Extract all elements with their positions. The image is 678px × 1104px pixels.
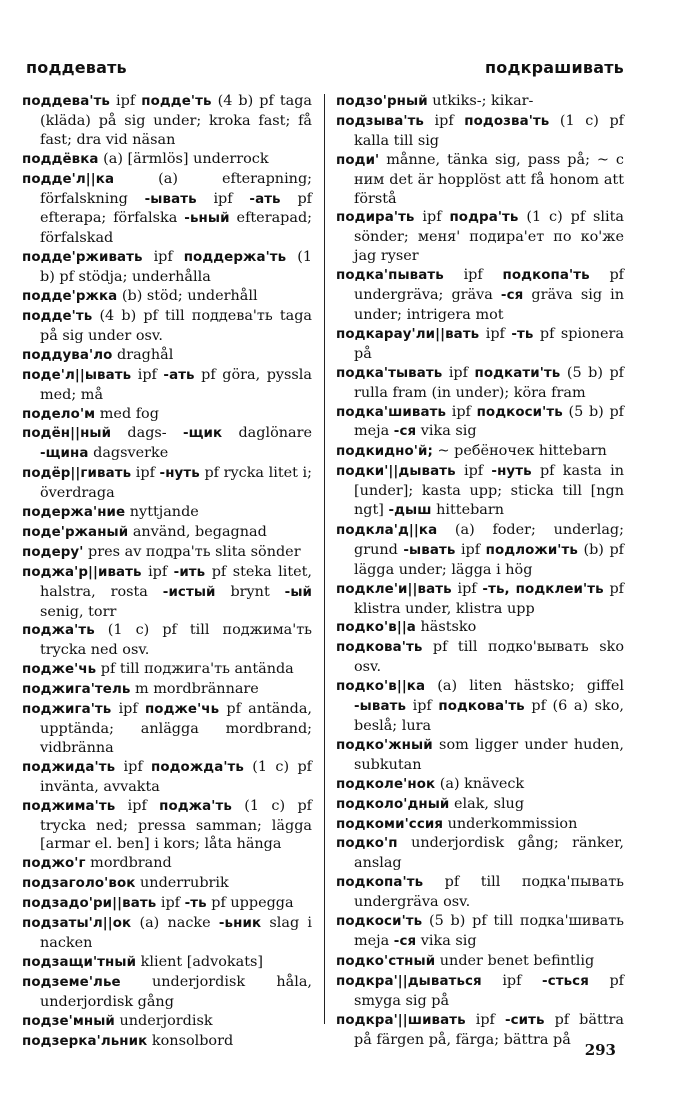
- headword: поддёвка: [22, 151, 99, 167]
- headword: -щина: [40, 446, 89, 462]
- definition-text: pf undergräva; gräva: [354, 267, 624, 304]
- definition-text: underkommission: [443, 815, 578, 832]
- headword: поджида'ть: [22, 759, 116, 775]
- definition-text: (a) [ärmlös] underrock: [98, 150, 269, 167]
- definition-text: pf uppegga: [206, 895, 294, 912]
- headword: подзащи'тный: [22, 954, 137, 970]
- dictionary-entry: [22, 953, 312, 973]
- dictionary-entry: [22, 621, 312, 660]
- definition-text: ipf: [110, 93, 142, 109]
- headword: подзадо'ри||вать: [22, 896, 157, 912]
- headword: -ывать: [144, 191, 197, 207]
- headword: подкле'и||вать: [336, 581, 452, 597]
- dictionary-entry: [22, 523, 312, 543]
- column-divider: [324, 94, 325, 1024]
- dictionary-entry: [336, 112, 624, 151]
- dictionary-entry: [22, 854, 312, 874]
- definition-text: ipf: [455, 463, 492, 480]
- headword: подожда'ть: [150, 759, 244, 775]
- definition-text: pf antända, upptända; anlägga mordbrand; vidbränna: [40, 701, 312, 756]
- headword: подде'л||ка: [22, 171, 115, 187]
- definition-text: ipf: [111, 701, 145, 718]
- definition-text: ipf: [446, 403, 477, 420]
- definition-text: (1 c) pf invänta, avvakta: [40, 758, 312, 795]
- definition-text: underrubrik: [135, 875, 229, 892]
- dictionary-entry: [336, 677, 624, 736]
- headword: подки'||дывать: [336, 464, 456, 480]
- definition-text: under benet befintlig: [435, 952, 595, 969]
- definition-text: vika sig: [416, 932, 477, 949]
- definition-text: elak, slug: [449, 795, 525, 812]
- definition-text: ipf: [442, 364, 475, 381]
- headword: подкла'д||ка: [336, 522, 438, 538]
- definition-text: pf till подка'пывать undergräva osv.: [354, 874, 624, 911]
- definition-text: (1 c) pf kalla till sig: [354, 112, 624, 149]
- headword: подкоси'ть: [336, 914, 423, 930]
- headword: -ть, подклеи'ть: [482, 581, 604, 597]
- definition-text: nyttjande: [125, 504, 199, 521]
- headword: подко'в||ка: [336, 679, 426, 695]
- headword: подёр||гивать: [22, 466, 132, 482]
- dictionary-entry: [22, 914, 312, 953]
- definition-text: pf steka litet, halstra, rosta: [40, 563, 312, 600]
- definition-text: hittebarn: [431, 502, 505, 519]
- dictionary-entry: [336, 403, 624, 443]
- headword: -ывать: [403, 542, 456, 558]
- headword: поддева'ть: [22, 94, 110, 109]
- definition-text: underjordisk håla, underjordisk gång: [40, 973, 312, 1010]
- headword: поди': [336, 152, 380, 168]
- headword: подка'пывать: [336, 268, 444, 284]
- headword: подира'ть: [336, 210, 415, 226]
- dictionary-entry: [336, 442, 624, 462]
- dictionary-entry: [22, 464, 312, 503]
- headword: подкова'ть: [336, 640, 423, 656]
- dictionary-entry: [22, 680, 312, 700]
- headword: подкра'||шивать: [336, 1012, 466, 1028]
- headword: -ывать: [354, 699, 407, 715]
- definition-text: (4 b) pf taga (kläda) på sig under; kroka fast; få fast; dra vid näsan: [40, 93, 312, 148]
- definition-text: pf efterapa; förfalska: [40, 190, 312, 227]
- definition-text: (5 b) pf meja: [354, 403, 624, 440]
- dictionary-entry: [22, 797, 312, 855]
- headword: поджа'ть: [159, 798, 232, 814]
- definition-text: (a) efterapning; förfalskning: [40, 170, 312, 207]
- headword: подко'в||а: [336, 620, 416, 636]
- definition-text: månne, tänka sig, pass på; ~ с ним det är hopplöst att få honom att förstå: [354, 151, 624, 207]
- headword: -ьный: [184, 211, 230, 227]
- headword: подко'жный: [336, 737, 433, 753]
- definition-text: utkiks-; kikar-: [427, 93, 534, 109]
- dictionary-entry: [22, 287, 312, 307]
- headword: подзе'мный: [22, 1013, 115, 1029]
- headword: подело'м: [22, 406, 96, 422]
- headword: подложи'ть: [485, 542, 578, 558]
- definition-text: (a) foder; underlag; grund: [354, 521, 624, 558]
- definition-text: ipf: [196, 190, 250, 207]
- left-guide-word: поддевать: [26, 58, 127, 77]
- dictionary-entry: [336, 795, 624, 815]
- headword: -щик: [182, 426, 223, 442]
- headword: подзерка'льник: [22, 1033, 148, 1049]
- headword: -ть: [184, 896, 207, 912]
- headword: подка'шивать: [336, 404, 447, 420]
- definition-text: använd, begagnad: [128, 523, 267, 540]
- headword: подде'ть: [141, 94, 212, 109]
- definition-text: (5 b) pf rulla fram (in under); köra fram: [354, 364, 624, 401]
- headword: подеру': [22, 544, 84, 560]
- right-guide-word: подкрашивать: [485, 58, 624, 77]
- headword: -ать: [163, 367, 195, 383]
- headword: подержа'ние: [22, 505, 126, 521]
- dictionary-entry: [336, 1011, 624, 1050]
- definition-text: ipf: [481, 972, 543, 989]
- headword: подколо'дный: [336, 796, 450, 812]
- headword: -ся: [393, 933, 417, 949]
- dictionary-entry: [336, 92, 624, 112]
- dictionary-entry: [336, 151, 624, 209]
- definition-text: (1 c) pf trycka ned; pressa samman; lägga [armar el. ben] i kors; låta hänga: [40, 797, 312, 853]
- definition-text: pf klistra under, klistra upp: [354, 580, 624, 617]
- headword: подзыва'ть: [336, 113, 424, 129]
- definition-text: (a) nacke: [131, 915, 219, 932]
- dictionary-entry: [336, 208, 624, 266]
- definition-text: ipf: [424, 112, 465, 129]
- dictionary-entry: [22, 92, 312, 150]
- dictionary-entry: [22, 248, 312, 287]
- dictionary-entry: [336, 952, 624, 972]
- definition-text: ipf: [479, 325, 512, 342]
- headword: подземе'лье: [22, 974, 121, 990]
- dictionary-entry: [22, 973, 312, 1012]
- definition-text: senig, torr: [40, 603, 117, 620]
- headword: -ьник: [218, 916, 262, 932]
- definition-text: (4 b) pf till поддева'ть taga på sig under osv.: [40, 307, 312, 344]
- dictionary-entry: [22, 874, 312, 894]
- headword: подко'п: [336, 836, 398, 852]
- headword: подко'стный: [336, 953, 436, 969]
- headword: подкарау'ли||вать: [336, 326, 480, 342]
- headword: подзаты'л||ок: [22, 916, 132, 932]
- dictionary-entry: [22, 543, 312, 563]
- definition-text: ipf: [455, 541, 486, 558]
- headword: подде'рживать: [22, 250, 143, 266]
- dictionary-entry: [22, 170, 312, 249]
- headword: подка'тывать: [336, 365, 443, 381]
- definition-text: mordbrand: [85, 855, 172, 872]
- definition-text: (b) stöd; underhåll: [117, 288, 258, 305]
- definition-text: (b) pf lägga under; lägga i hög: [354, 541, 624, 578]
- dictionary-entry: [336, 462, 624, 521]
- page-number: 293: [584, 1041, 616, 1059]
- dictionary-entry: [22, 758, 312, 797]
- headword: подде'ржка: [22, 289, 118, 305]
- headword: -нуть: [491, 464, 532, 480]
- definition-text: slag i nacken: [40, 915, 312, 951]
- headword: подён||ный: [22, 426, 112, 442]
- definition-text: ipf: [131, 366, 164, 383]
- definition-text: pf spionera på: [354, 325, 624, 362]
- headword: подозва'ть: [464, 113, 550, 129]
- headword: подкоми'ссия: [336, 816, 444, 832]
- definition-text: (1 c) pf slita sönder; меня' подира'ет по ко'же jag ryser: [354, 209, 625, 265]
- dictionary-entry: [22, 660, 312, 680]
- headword: -сить: [504, 1012, 545, 1028]
- dictionary-entry: [336, 912, 624, 952]
- definition-text: underjordisk: [114, 1012, 213, 1029]
- definition-text: ipf: [406, 698, 439, 715]
- headword: подколе'нок: [336, 776, 436, 792]
- headword: подже'чь: [22, 662, 97, 678]
- dictionary-entry: [22, 503, 312, 523]
- dictionary-entry: [22, 346, 312, 366]
- dictionary-entry: [336, 736, 624, 775]
- right-column: [336, 92, 624, 1049]
- definition-text: draghål: [112, 346, 174, 363]
- headword: -ить: [173, 564, 206, 580]
- definition-text: pf (6 a) sko, beslå; lura: [354, 698, 624, 734]
- headword: -сться: [542, 973, 589, 989]
- definition-text: klient [advokats]: [136, 953, 264, 970]
- dictionary-entry: [336, 775, 624, 795]
- definition-text: ipf: [142, 249, 184, 266]
- dictionary-entry: [336, 364, 624, 403]
- definition-text: pf till подко'вывать sko osv.: [354, 639, 624, 676]
- headword: подкоси'ть: [476, 404, 563, 420]
- definition-text: pf till поджига'ть antända: [96, 661, 294, 678]
- definition-text: hästsko: [415, 619, 477, 636]
- dictionary-entry: [336, 834, 624, 873]
- definition-text: vika sig: [416, 423, 477, 440]
- dictionary-entry: [22, 894, 312, 914]
- headword: поджа'ть: [22, 623, 95, 639]
- definition-text: underjordisk gång; ränker, anslag: [354, 835, 624, 872]
- definition-text: ipf: [115, 758, 151, 775]
- definition-text: pres av подра'ть slita sönder: [83, 543, 301, 560]
- headword: -ать: [249, 191, 281, 207]
- dictionary-entry: [22, 307, 312, 346]
- dictionary-entry: [22, 1012, 312, 1032]
- dictionary-entry: [336, 972, 624, 1011]
- definition-text: konsolbord: [147, 1032, 234, 1049]
- headword: -нуть: [159, 466, 200, 482]
- dictionary-entry: [336, 638, 624, 677]
- headword: подкидно'й;: [336, 444, 433, 460]
- definition-text: dagsverke: [88, 445, 169, 462]
- definition-text: ipf: [141, 563, 174, 580]
- definition-text: ipf: [443, 267, 503, 284]
- headword: -ый: [284, 584, 313, 600]
- headword: -ть: [511, 326, 534, 342]
- headword: подкати'ть: [474, 365, 561, 381]
- definition-text: (a) knäveck: [435, 775, 525, 792]
- dictionary-entry: [336, 521, 624, 580]
- definition-text: pf smyga sig på: [354, 972, 624, 1009]
- definition-text: brynt: [215, 583, 285, 600]
- definition-text: daglönare: [222, 425, 312, 442]
- definition-text: (a) liten hästsko; giffel: [425, 678, 624, 695]
- definition-text: (1 c) pf till поджима'ть trycka ned osv.: [40, 622, 312, 659]
- headword: -истый: [162, 584, 216, 600]
- definition-text: pf bättra på färgen på, färga; bättra på: [354, 1011, 624, 1048]
- headword: подкова'ть: [438, 699, 525, 715]
- definition-text: pf kasta in [under]; kasta upp; sticka till [ngn ngt]: [354, 463, 624, 519]
- dictionary-entry: [336, 618, 624, 638]
- headword: поддува'ло: [22, 347, 113, 363]
- dictionary-entry: [22, 150, 312, 170]
- dictionary-entry: [336, 325, 624, 364]
- dictionary-entry: [336, 815, 624, 835]
- dictionary-entry: [22, 366, 312, 405]
- headword: поджа'р||ивать: [22, 564, 142, 580]
- dictionary-entry: [22, 405, 312, 425]
- headword: поджима'ть: [22, 798, 116, 814]
- dictionary-entry: [22, 1032, 312, 1052]
- headword: подкопа'ть: [502, 268, 590, 284]
- definition-text: ipf: [465, 1011, 505, 1028]
- definition-text: pf rycka litet i; överdraga: [40, 465, 312, 502]
- definition-text: ipf: [451, 580, 483, 597]
- dictionary-entry: [336, 873, 624, 912]
- headword: поде'ржаный: [22, 524, 129, 540]
- definition-text: som ligger under huden, subkutan: [354, 736, 624, 773]
- headword: поджига'ть: [22, 702, 112, 718]
- headword: подра'ть: [449, 210, 519, 226]
- headword: поде'л||ывать: [22, 367, 132, 383]
- headword: -ся: [393, 424, 417, 440]
- definition-text: efterapad; förfalskad: [40, 210, 313, 247]
- definition-text: m mordbrännare: [130, 681, 259, 698]
- headword: поджига'тель: [22, 682, 131, 698]
- headword: подзаголо'вок: [22, 876, 136, 892]
- definition-text: med fog: [95, 405, 159, 422]
- headword: подкра'||дываться: [336, 973, 482, 989]
- dictionary-entry: [22, 700, 312, 758]
- definition-text: (1 b) pf stödja; underhålla: [40, 249, 312, 286]
- definition-text: (5 b) pf till подка'шивать meja: [354, 913, 624, 949]
- definition-text: ipf: [131, 465, 160, 482]
- headword: подзо'рный: [336, 94, 428, 109]
- headword: подде'ть: [22, 308, 93, 324]
- definition-text: dags-: [111, 425, 183, 442]
- definition-text: ipf: [156, 895, 185, 912]
- headword: подкопа'ть: [336, 875, 424, 891]
- headword: поддержа'ть: [183, 250, 287, 266]
- definition-text: ~ ребёночек hittebarn: [432, 443, 607, 460]
- headword: подже'чь: [144, 702, 220, 718]
- dictionary-entry: [22, 563, 312, 622]
- definition-text: ipf: [414, 209, 450, 226]
- dictionary-entry: [22, 424, 312, 464]
- definition-text: ipf: [115, 797, 160, 814]
- headword: поджо'г: [22, 856, 86, 872]
- definition-text: gräva sig in under; intrigera mot: [354, 287, 624, 323]
- dictionary-entry: [336, 580, 624, 619]
- headword: -ся: [500, 288, 524, 304]
- dictionary-entry: [336, 266, 624, 325]
- definition-text: pf göra, pyssla med; må: [40, 366, 312, 403]
- headword: -дыш: [388, 503, 432, 519]
- left-column: [22, 92, 312, 1051]
